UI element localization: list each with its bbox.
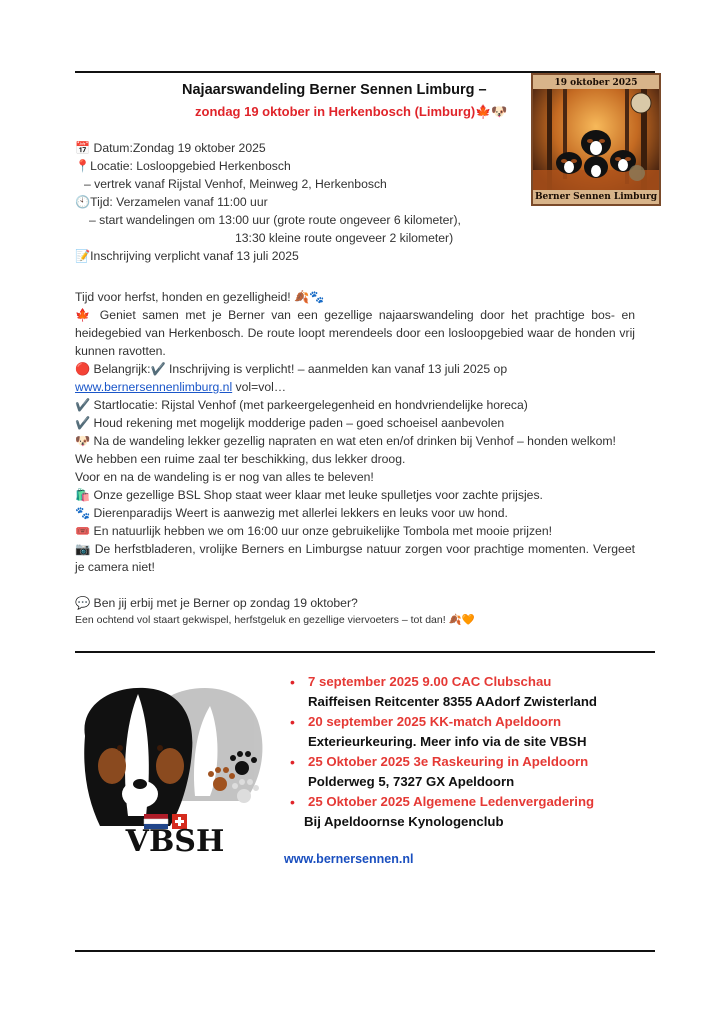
- event-title: • 25 Oktober 2025 3e Raskeuring in Apeldoorn: [308, 754, 589, 769]
- event-detail: Polderweg 5, 7327 GX Apeldoorn: [308, 774, 515, 789]
- page-title: Najaarswandeling Berner Sennen Limburg –: [182, 82, 487, 98]
- event-item: [286, 672, 597, 712]
- middle-divider: [75, 651, 655, 653]
- camera-note: 📷 De herfstbladeren, vrolijke Berners en Limburgse natuur zorgen voor prachtige momenten. Vergeet je camera niet!: [75, 542, 635, 574]
- poster-date-text: 19 oktober 2025: [554, 78, 638, 88]
- vbsh-website-link[interactable]: www.bernersennen.nl: [284, 852, 414, 866]
- event-detail: Exterieurkeuring. Meer info via de site VBSH: [308, 734, 587, 749]
- event-title: • 7 september 2025 9.00 CAC Clubschau: [308, 674, 552, 689]
- muddy-paths-note: ✔️ Houd rekening met mogelijk modderige paden – goed schoeisel aanbevolen: [75, 416, 505, 430]
- link-tail: vol=vol…: [232, 380, 287, 394]
- registration-link[interactable]: www.bernersennenlimburg.nl: [75, 380, 233, 394]
- event-detail: Bij Apeldoornse Kynologenclub: [304, 814, 504, 829]
- autumn-forest-dogs-illustration: [533, 75, 659, 204]
- start-location-note: ✔️ Startlocatie: Rijstal Venhof (met parkeergelegenheid en hondvriendelijke horeca): [75, 398, 528, 412]
- question-line: 💬 Ben jij erbij met je Berner op zondag 19 oktober?: [75, 596, 358, 610]
- info-time: 🕙Tijd: Verzamelen vanaf 11:00 uur: [75, 195, 268, 209]
- dog-head-main: [84, 688, 192, 826]
- poster-club-text: Berner Sennen Limburg: [534, 192, 658, 202]
- info-registration: 📝Inschrijving verplicht vanaf 13 juli 2025: [75, 249, 299, 263]
- events-list: [286, 672, 597, 832]
- info-departure: – vertrek vanaf Rijstal Venhof, Meinweg 2, Herkenbosch: [84, 177, 387, 191]
- shop-note: 🛍️ Onze gezellige BSL Shop staat weer klaar met leuke spulletjes voor zachte prijsjes.: [75, 488, 543, 502]
- intro-line: Tijd voor herfst, honden en gezelligheid! 🍂🐾: [75, 290, 325, 304]
- page-subtitle: zondag 19 oktober in Herkenbosch (Limburg)🍁🐶: [195, 104, 508, 119]
- before-after-note: Voor en na de wandeling is er nog van alles te beleven!: [75, 470, 374, 484]
- tombola-note: 🎟️ En natuurlijk hebben we om 16:00 uur onze gebruikelijke Tombola met mooie prijzen!: [75, 524, 552, 538]
- info-small-route: 13:30 kleine route ongeveer 2 kilometer): [235, 231, 454, 245]
- info-start-walks: – start wandelingen om 13:00 uur (grote route ongeveer 6 kilometer),: [89, 213, 461, 227]
- important-note: 🔴 Belangrijk:✔️ Inschrijving is verplicht! – aanmelden kan vanaf 13 juli 2025 op: [75, 362, 508, 376]
- event-title: • 20 september 2025 KK-match Apeldoorn: [308, 714, 562, 729]
- event-item: [286, 752, 597, 792]
- event-item: [286, 792, 597, 832]
- registration-link-line: [75, 378, 635, 396]
- event-poster-image: [531, 73, 661, 206]
- bottom-divider: [75, 950, 655, 952]
- announcement-body: [75, 288, 635, 628]
- event-title: • 25 Oktober 2025 Algemene Ledenvergadering: [308, 794, 595, 809]
- closing-line: Een ochtend vol staart gekwispel, herfstgeluk en gezellige viervoeters – tot dan! 🍂🧡: [75, 614, 475, 626]
- pet-store-note: 🐾 Dierenparadijs Weert is aanwezig met allerlei lekkers en leuks voor uw hond.: [75, 506, 508, 520]
- info-location: 📍Locatie: Losloopgebied Herkenbosch: [75, 159, 291, 173]
- event-info-block: [75, 139, 461, 265]
- logo-text: VBSH: [125, 824, 225, 856]
- vbsh-logo: [70, 676, 280, 856]
- event-item: [286, 712, 597, 752]
- dog-left: [556, 152, 582, 174]
- lunch-note: 🐶 Na de wandeling lekker gezellig napraten en wat eten en/of drinken bij Venhof – honden welkom! We hebben een ruime zaal ter beschikking, dus lekker droog.: [75, 434, 616, 466]
- event-detail: Raiffeisen Reitcenter 8355 AAdorf Zwisterland: [308, 694, 597, 709]
- info-date: 📅 Datum:Zondag 19 oktober 2025: [75, 141, 266, 155]
- walk-description: 🍁 Geniet samen met je Berner van een gezellige najaarswandeling door het prachtige bos- en heidegebied van Herkenbosch. De route loopt merendeels door een losloopgebied waar de honden vrij kunnen ravotten.: [75, 308, 635, 358]
